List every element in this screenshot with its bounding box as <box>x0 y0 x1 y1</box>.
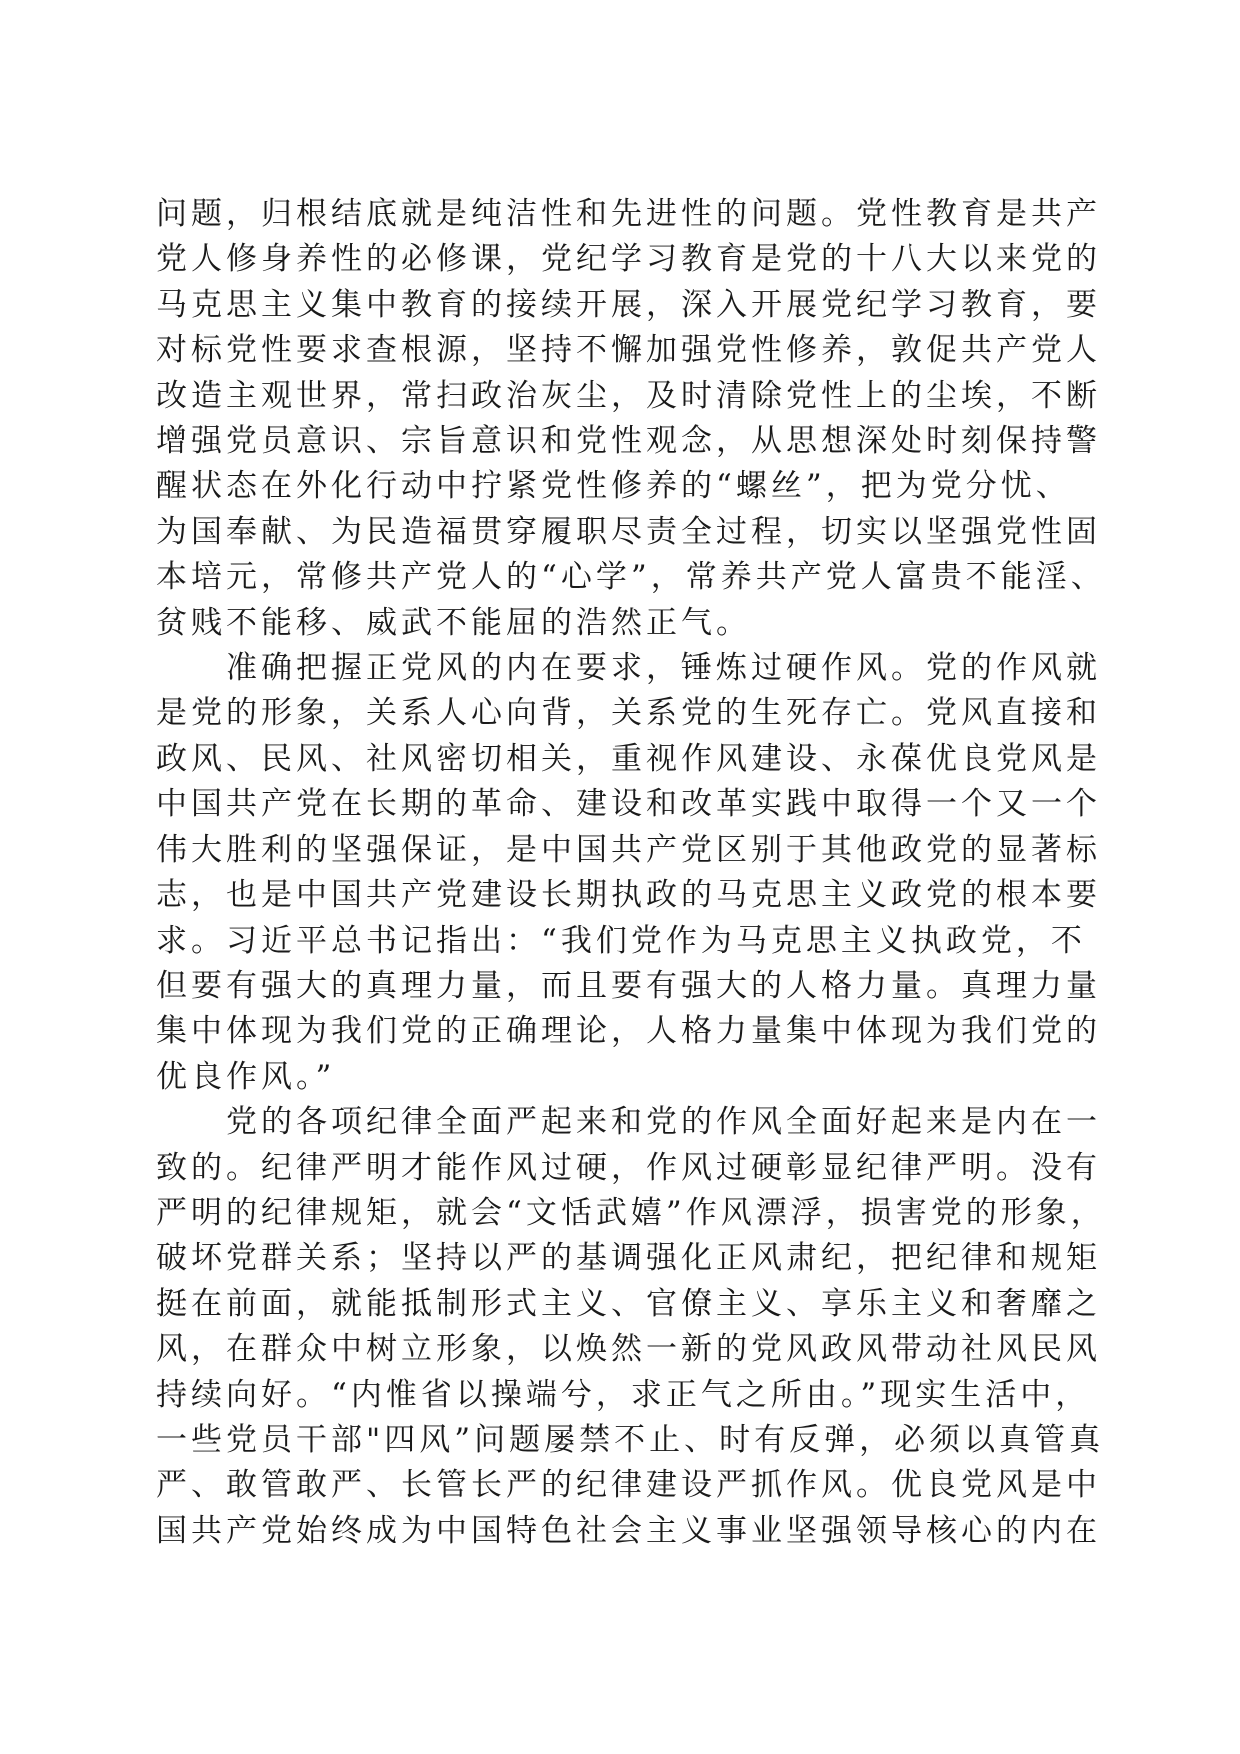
text-line: 但要有强大的真理力量，而且要有强大的人格力量。真理力量 <box>156 967 1101 1004</box>
text-line: 风，在群众中树立形象，以焕然一新的党风政风带动社风民风 <box>156 1331 1101 1368</box>
text-line: 对标党性要求查根源，坚持不懈加强党性修养，敦促共产党人 <box>156 332 1101 369</box>
text-line: 国共产党始终成为中国特色社会主义事业坚强领导核心的内在 <box>156 1512 1101 1549</box>
paragraph-3 <box>156 1100 1106 1554</box>
text-line: 贫贱不能移、威武不能屈的浩然正气。 <box>156 604 751 641</box>
text-line: 一些党员干部"四风”问题屡禁不止、时有反弹，必须以真管真 <box>156 1421 1105 1458</box>
text-line: 马克思主义集中教育的接续开展，深入开展党纪学习教育，要 <box>156 286 1101 323</box>
text-line: 求。习近平总书记指出：“我们党作为马克思主义执政党，不 <box>156 922 1086 959</box>
text-line: 党人修身养性的必修课，党纪学习教育是党的十八大以来党的 <box>156 241 1101 278</box>
text-line: 严明的纪律规矩，就会“文恬武嬉”作风漂浮，损害党的形象， <box>156 1194 1106 1231</box>
text-line: 本培元，常修共产党人的“心学”，常养共产党人富贵不能淫、 <box>156 559 1106 596</box>
text-line: 挺在前面，就能抵制形式主义、官僚主义、享乐主义和奢靡之 <box>156 1285 1101 1322</box>
text-line: 集中体现为我们党的正确理论，人格力量集中体现为我们党的 <box>156 1013 1101 1050</box>
text-line: 严、敢管敢严、长管长严的纪律建设严抓作风。优良党风是中 <box>156 1467 1101 1504</box>
paragraph-2 <box>156 646 1101 1100</box>
text-line: 伟大胜利的坚强保证，是中国共产党区别于其他政党的显著标 <box>156 831 1101 868</box>
text-line: 政风、民风、社风密切相关，重视作风建设、永葆优良党风是 <box>156 740 1101 777</box>
text-line: 党的各项纪律全面严起来和党的作风全面好起来是内在一 <box>226 1104 1101 1141</box>
paragraph-1 <box>156 192 1106 646</box>
text-line: 破坏党群关系；坚持以严的基调强化正风肃纪，把纪律和规矩 <box>156 1240 1101 1277</box>
text-line: 增强党员意识、宗旨意识和党性观念，从思想深处时刻保持警 <box>156 423 1101 460</box>
text-line: 中国共产党在长期的革命、建设和改革实践中取得一个又一个 <box>156 786 1101 823</box>
text-line: 准确把握正党风的内在要求，锤炼过硬作风。党的作风就 <box>226 650 1101 687</box>
text-line: 优良作风。” <box>156 1058 336 1095</box>
text-line: 持续向好。“内惟省以操端兮，求正气之所由。”现实生活中， <box>156 1376 1091 1413</box>
text-line: 改造主观世界，常扫政治灰尘，及时清除党性上的尘埃，不断 <box>156 377 1101 414</box>
body-text <box>156 192 1106 1554</box>
text-line: 志，也是中国共产党建设长期执政的马克思主义政党的根本要 <box>156 877 1101 914</box>
text-line: 问题，归根结底就是纯洁性和先进性的问题。党性教育是共产 <box>156 196 1101 232</box>
text-line: 为国奉献、为民造福贯穿履职尽责全过程，切实以坚强党性固 <box>156 513 1101 550</box>
text-line: 醒状态在外化行动中拧紧党性修养的“螺丝”，把为党分忧、 <box>156 468 1071 505</box>
text-line: 致的。纪律严明才能作风过硬，作风过硬彰显纪律严明。没有 <box>156 1149 1101 1186</box>
text-line: 是党的形象，关系人心向背，关系党的生死存亡。党风直接和 <box>156 695 1101 732</box>
